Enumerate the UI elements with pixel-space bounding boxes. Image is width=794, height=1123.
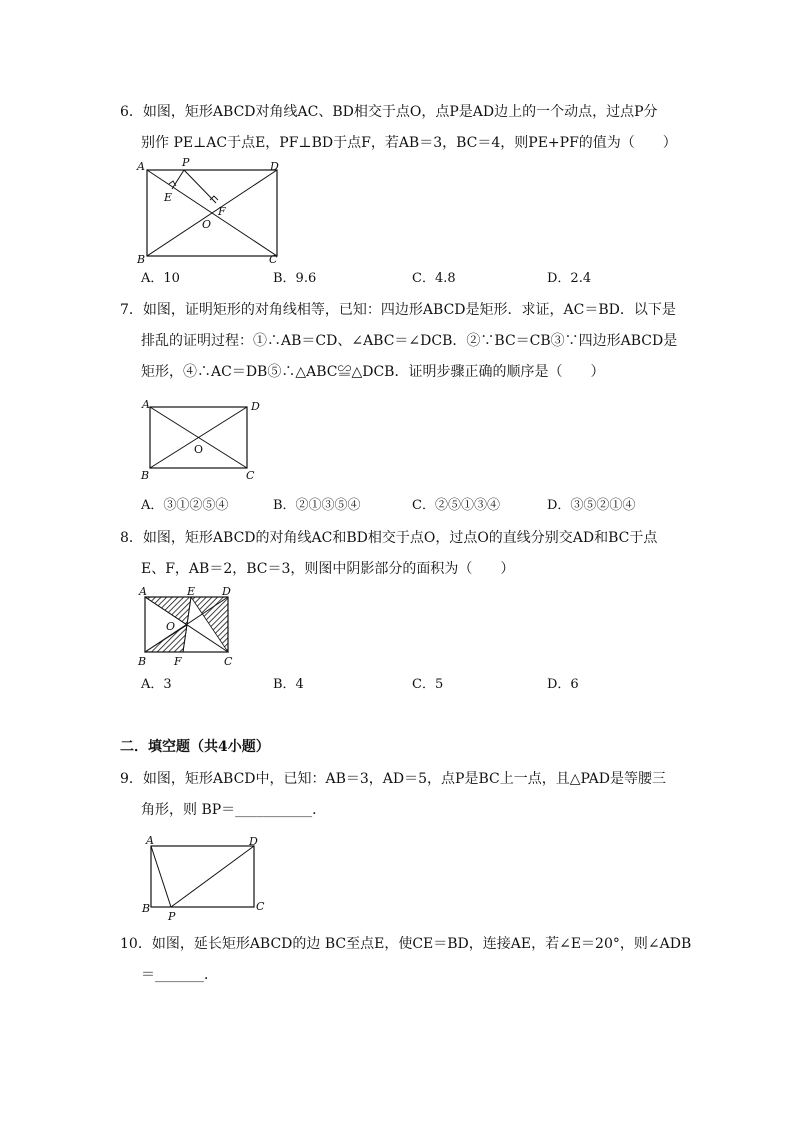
q7-label-A: A	[142, 398, 150, 411]
q9-line1: 9．如图，矩形ABCD中，已知：AB＝3，AD＝5，点P是BC上一点，且△PAD是等腰三	[120, 771, 666, 787]
q8-option-c[interactable]: C．5	[412, 677, 444, 692]
q8-label-D: D	[222, 585, 231, 598]
q9-label-B: B	[142, 902, 151, 915]
q7-line1: 7．如图，证明矩形的对角线相等，已知：四边形ABCD是矩形．求证，AC＝BD．以下是	[120, 302, 676, 318]
q10-line1: 10．如图，延长矩形ABCD的边 BC至点E，使CE＝BD，连接AE，若∠E＝20°，则∠ADB	[120, 936, 692, 952]
q6-label-E: E	[164, 191, 173, 204]
q7-option-a[interactable]: A．③①②⑤④	[141, 498, 229, 513]
q6-option-a[interactable]: A．10	[141, 271, 180, 286]
q7-label-B: B	[141, 469, 150, 482]
q8-label-C: C	[224, 655, 233, 668]
q6-line2: 别作 PE⊥AC于点E，PF⊥BD于点F，若AB＝3，BC＝4，则PE+PF的值为（ ）	[141, 135, 677, 151]
q6-label-B: B	[137, 253, 146, 266]
q10-line2: ＝_______．	[141, 967, 218, 983]
q9-label-P: P	[168, 910, 176, 923]
q6-label-D: D	[270, 160, 279, 173]
q7-option-c[interactable]: C．②⑤①③④	[412, 498, 500, 513]
q9-line2: 角形，则 BP＝___________．	[141, 802, 327, 818]
q9-figure	[138, 832, 278, 924]
q8-label-F: F	[174, 655, 182, 668]
q8-label-B: B	[138, 655, 147, 668]
q6-line1: 6．如图，矩形ABCD对角线AC、BD相交于点O，点P是AD边上的一个动点，过点P分	[120, 104, 658, 120]
q8-label-E: E	[187, 585, 196, 598]
q6-label-F: F	[218, 205, 226, 218]
q9-label-A: A	[146, 834, 154, 847]
q7-option-b[interactable]: B．②①③⑤④	[273, 498, 361, 513]
q6-label-C: C	[269, 253, 278, 266]
q7-figure	[140, 396, 265, 484]
q6-label-O: O	[202, 218, 212, 231]
q7-line3: 矩形，④∴AC＝DB⑤∴△ABC≌△DCB．证明步骤正确的顺序是（ ）	[141, 364, 605, 380]
q7-label-D: D	[251, 400, 260, 413]
q8-option-d[interactable]: D．6	[547, 677, 579, 692]
q7-line2: 排乱的证明过程：①∴AB＝CD、∠ABC＝∠DCB．②∵BC＝CB③∵四边形ABCD是	[141, 333, 678, 349]
q9-label-C: C	[256, 900, 265, 913]
q6-figure	[136, 156, 286, 266]
q8-label-A: A	[139, 585, 147, 598]
q9-label-D: D	[249, 835, 258, 848]
q8-line1: 8．如图，矩形ABCD的对角线AC和BD相交于点O，过点O的直线分别交AD和BC于点	[120, 530, 658, 546]
q6-option-d[interactable]: D．2.4	[547, 271, 592, 286]
q8-line2: E、F，AB＝2，BC＝3，则图中阴影部分的面积为（ ）	[141, 561, 515, 577]
q8-option-b[interactable]: B．4	[273, 677, 304, 692]
q8-figure	[136, 582, 246, 668]
q6-option-c[interactable]: C．4.8	[412, 271, 456, 286]
q6-label-A: A	[137, 160, 145, 173]
q8-option-a[interactable]: A．3	[141, 677, 172, 692]
q7-label-O: O	[194, 443, 204, 456]
q6-option-b[interactable]: B．9.6	[273, 271, 317, 286]
q7-label-C: C	[246, 469, 255, 482]
q6-label-P: P	[182, 156, 190, 169]
section-heading: 二．填空题（共4小题）	[120, 739, 270, 755]
q8-label-O: O	[166, 620, 176, 633]
q7-option-d[interactable]: D．③⑤②①④	[547, 498, 636, 513]
